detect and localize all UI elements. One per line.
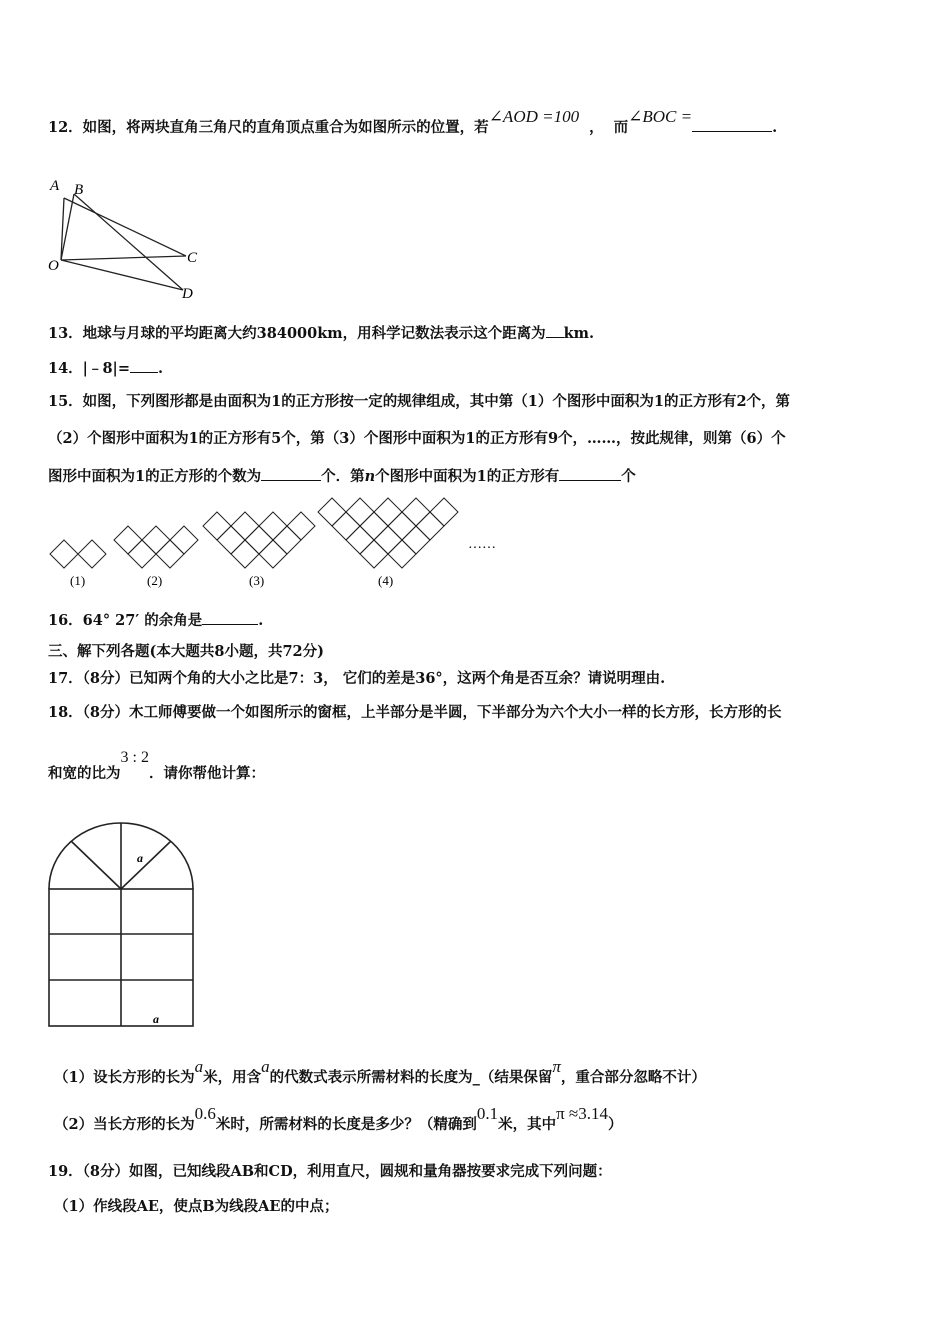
q18-part1-var-a2: a xyxy=(261,1057,270,1076)
q15-answer-blank-1[interactable] xyxy=(261,466,321,481)
q16-end: . xyxy=(258,612,264,629)
pattern-square xyxy=(388,540,416,568)
q13-line xyxy=(48,322,594,343)
q15-line3-d: 个 xyxy=(621,468,636,485)
pattern-square xyxy=(374,498,402,526)
q18-part2 xyxy=(54,1104,623,1134)
pattern-square xyxy=(273,526,301,554)
q18-line2-b: ．请你帮他计算： xyxy=(148,765,265,782)
pattern-square xyxy=(388,512,416,540)
q15-pattern-figure xyxy=(46,498,516,598)
q18-part1-pi: π xyxy=(552,1057,561,1076)
pattern-square xyxy=(402,498,430,526)
label-b: B xyxy=(74,182,84,198)
q12-mid: 而 xyxy=(613,119,629,136)
q16-text: 16．64° 27′ 的余角是 xyxy=(48,612,203,629)
label-d: D xyxy=(182,286,193,302)
q12-text: 12．如图，将两块直角三角尺的直角顶点重合为如图所示的位置，若 xyxy=(48,119,489,136)
q15-line3-b: 个．第 xyxy=(321,468,365,485)
q14-end: . xyxy=(157,360,164,377)
q18-ratio: 3 : 2 xyxy=(120,749,149,766)
q18-line1: 18．（8分）木工师傅要做一个如图所示的窗框，上半部分是半圆，下半部分为六个大小一样的长方形，长方形的长 xyxy=(48,704,782,721)
q15-line3-a: 图形中面积为1的正方形的个数为 xyxy=(48,468,262,485)
q14-text: 14．|﹣8|= xyxy=(48,360,130,377)
q18-part2-v2: 0.1 xyxy=(476,1104,499,1123)
q18-part2-c: 米，其中 xyxy=(498,1116,557,1133)
label-c: C xyxy=(187,250,198,266)
q15-answer-blank-2[interactable] xyxy=(559,466,621,481)
pattern-square xyxy=(374,526,402,554)
label-a: A xyxy=(50,178,60,194)
q19-line: 19．（8分）如图，已知线段AB和CD，利用直尺，圆规和量角器按要求完成下列问题： xyxy=(48,1163,612,1180)
q18-part2-pi: π ≈3.14 xyxy=(556,1104,609,1123)
pattern-square xyxy=(128,540,156,568)
q12-angle-boc: ∠BOC = xyxy=(628,107,693,126)
pattern-square xyxy=(170,526,198,554)
q18-line2 xyxy=(48,749,265,783)
q19-part1: （1）作线段AE，使点B为线段AE的中点； xyxy=(54,1198,339,1215)
q13-end: km. xyxy=(563,325,595,342)
window-label-a-bottom: a xyxy=(153,1012,159,1026)
pattern-square xyxy=(416,512,444,540)
label-o: O xyxy=(48,258,59,274)
pattern-square xyxy=(259,512,287,540)
q18-part2-v1: 0.6 xyxy=(194,1104,216,1123)
q12-triangle-figure xyxy=(46,176,216,304)
q18-part1-a: （1）设长方形的长为 xyxy=(54,1069,195,1086)
q18-part1-b: 米，用含 xyxy=(203,1069,262,1086)
pattern-square xyxy=(114,526,142,554)
pattern-square xyxy=(346,498,374,526)
q18-part2-b: 米时，所需材料的长度是多少？（精确到 xyxy=(215,1116,477,1133)
fig-label-3: (3) xyxy=(249,573,265,588)
pattern-square xyxy=(203,512,231,540)
q12-sep: ， xyxy=(589,119,604,136)
window-label-a-top: a xyxy=(137,851,143,865)
pattern-square xyxy=(287,512,315,540)
pattern-square xyxy=(259,540,287,568)
pattern-square xyxy=(360,540,388,568)
q12-line xyxy=(48,107,778,137)
q15-line3-c: 个图形中面积为1的正方形有 xyxy=(375,468,560,485)
q14-line xyxy=(48,357,163,378)
q18-part1 xyxy=(54,1057,706,1087)
pattern-square xyxy=(360,512,388,540)
q13-answer-blank[interactable] xyxy=(546,323,564,338)
q18-line2-a: 和宽的比为 xyxy=(48,765,121,782)
q12-angle-aod: ∠AOD =100 xyxy=(488,107,580,126)
q15-line2: （2）个图形中面积为1的正方形有5个，第（3）个图形中面积为1的正方形有9个，……，按此规律，则第（6）个 xyxy=(48,430,786,447)
pattern-square xyxy=(332,512,360,540)
q18-part1-d: ，重合部分忽略不计） xyxy=(560,1069,706,1086)
fig-label-4: (4) xyxy=(378,573,394,588)
q18-part2-d: ） xyxy=(608,1116,623,1133)
section3-title: 三、解下列各题(本大题共8小题，共72分) xyxy=(48,643,324,660)
q12-answer-blank[interactable] xyxy=(692,117,772,132)
q18-part1-c: 的代数式表示所需材料的长度为_（结果保留 xyxy=(269,1069,553,1086)
pattern-square xyxy=(346,526,374,554)
pattern-square xyxy=(245,526,273,554)
pattern-square xyxy=(430,498,458,526)
pattern-square xyxy=(156,540,184,568)
q15-line3 xyxy=(48,465,636,486)
pattern-square xyxy=(318,498,346,526)
fig-label-1: (1) xyxy=(70,573,86,588)
q15-var-n: n xyxy=(364,468,376,485)
fig-label-2: (2) xyxy=(147,573,163,588)
fig-ellipsis: …… xyxy=(468,537,496,552)
q16-line xyxy=(48,609,263,630)
q17-line: 17．（8分）已知两个角的大小之比是7：3， 它们的差是36°，这两个角是否互余？请说明理由. xyxy=(48,670,666,687)
pattern-square xyxy=(231,540,259,568)
pattern-square xyxy=(217,526,245,554)
pattern-square xyxy=(78,540,106,568)
pattern-square xyxy=(402,526,430,554)
q12-end: . xyxy=(772,119,778,136)
pattern-square xyxy=(231,512,259,540)
q14-answer-blank[interactable] xyxy=(130,358,158,373)
q15-line1: 15．如图，下列图形都是由面积为1的正方形按一定的规律组成，其中第（1）个图形中面积为1的正方形有2个，第 xyxy=(48,393,791,410)
q18-window-figure xyxy=(46,820,196,1030)
pattern-square xyxy=(50,540,78,568)
q18-part1-var-a: a xyxy=(194,1057,204,1076)
q18-part2-a: （2）当长方形的长为 xyxy=(54,1116,195,1133)
q13-text: 13．地球与月球的平均距离大约384000km，用科学记数法表示这个距离为 xyxy=(48,325,546,342)
q16-answer-blank[interactable] xyxy=(202,610,258,625)
pattern-square xyxy=(142,526,170,554)
